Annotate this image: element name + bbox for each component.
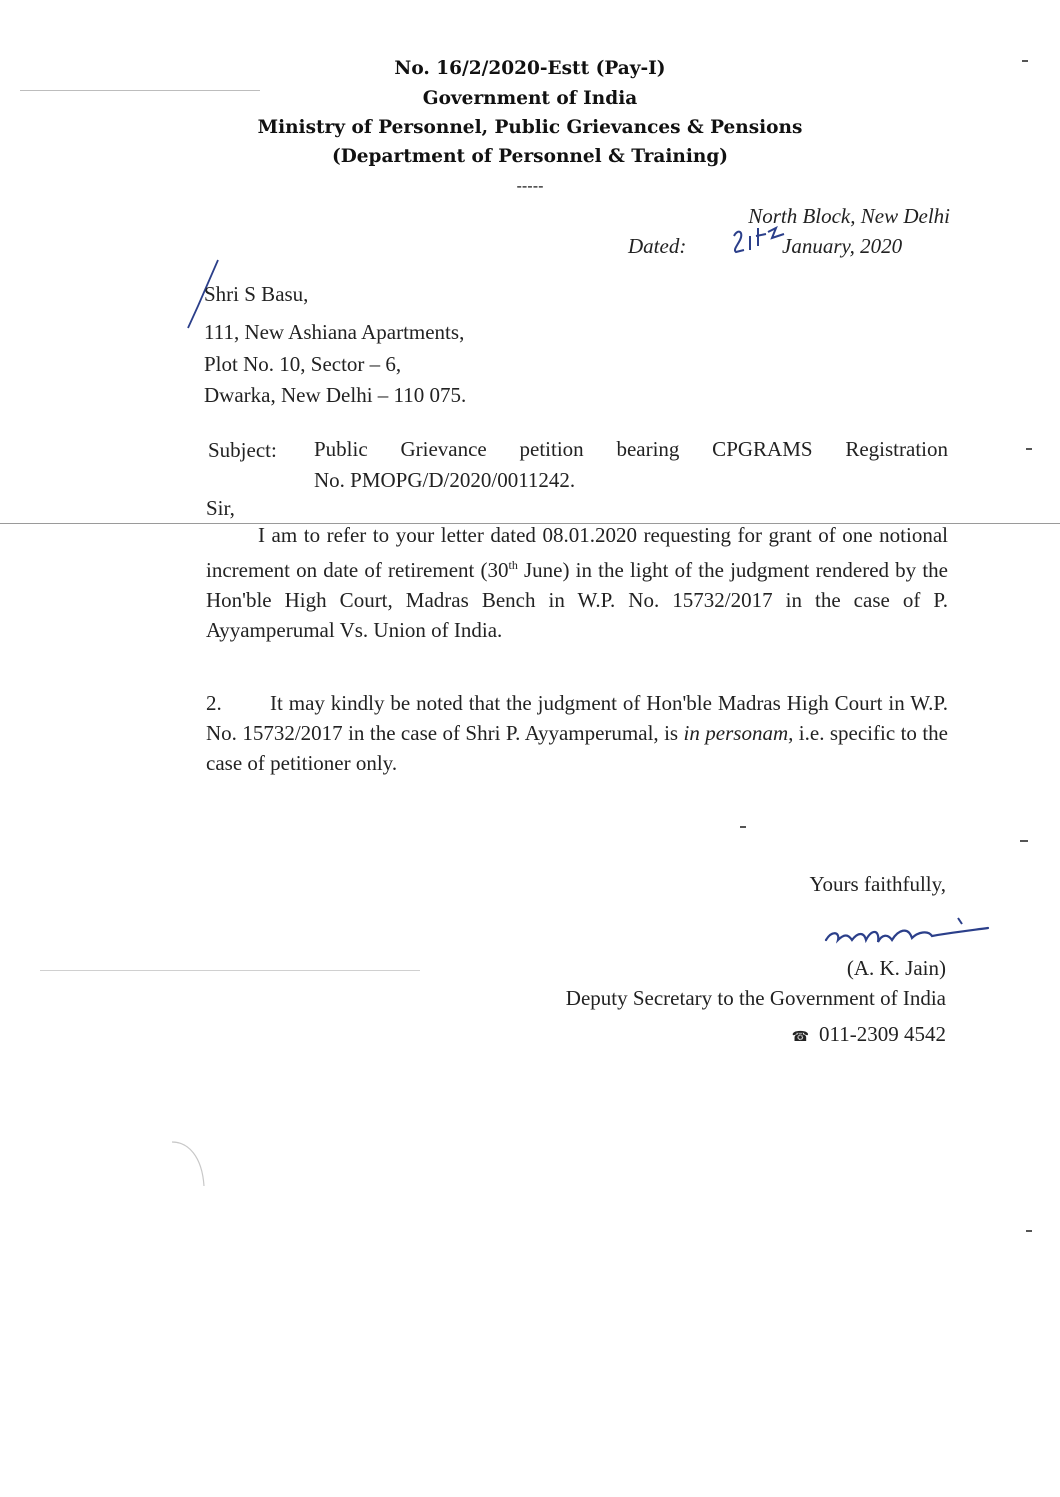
phone-number: 011-2309 4542 [819, 1022, 946, 1046]
scan-speck [1026, 448, 1032, 450]
subject-line-1: Public Grievance petition bearing CPGRAMS Registration [314, 437, 948, 461]
para2-text-a: It may kindly be noted that the judgment of Hon'ble Madras High Court in W.P. No. 15732/2017 in the case of Shri P. Ayyamperumal, is [206, 691, 948, 745]
salutation: Sir, [206, 496, 235, 520]
para1-superscript: th [508, 558, 518, 572]
valediction: Yours faithfully, [809, 872, 946, 896]
addressee-line-3: Dwarka, New Delhi – 110 075. [204, 383, 467, 407]
scan-artefact [168, 1136, 228, 1196]
addressee-name: Shri S Basu, [204, 282, 309, 306]
para1-text-a: I am to refer to your letter dated 08.01.2020 requesting for grant of one notional increment on date of retirement (30 [206, 523, 948, 582]
paragraph-1 [206, 520, 948, 645]
file-number: No. 16/2/2020-Estt (Pay-I) [394, 58, 666, 79]
signature [818, 912, 998, 960]
telephone-icon: ☎ [791, 1029, 810, 1045]
handwritten-date [728, 222, 790, 258]
para2-italic: in personam, [683, 721, 794, 745]
ministry-heading: Ministry of Personnel, Public Grievances & Pensions [257, 117, 803, 138]
subject-label: Subject: [208, 438, 277, 462]
signatory-designation: Deputy Secretary to the Government of India [565, 986, 946, 1010]
place: North Block, New Delhi [748, 204, 950, 228]
scan-speck [740, 826, 746, 828]
signatory-name: (A. K. Jain) [846, 956, 946, 980]
paragraph-2 [206, 688, 948, 778]
fold-line [40, 970, 420, 971]
scan-speck [1020, 840, 1028, 842]
para2-number: 2. [206, 691, 222, 715]
addressee-line-2: Plot No. 10, Sector – 6, [204, 352, 402, 376]
para2-text-b: i.e. specific to the case of petitioner only. [206, 721, 948, 775]
subject-line-2: No. PMOPG/D/2020/0011242. [314, 468, 576, 492]
date-month-year: January, 2020 [782, 234, 903, 258]
dated-label: Dated: [628, 234, 687, 258]
para1-text-b: June) in the light of the judgment rendered by the Hon'ble High Court, Madras Bench in W.P. No. 15732/2017 in the case of P. Ayyamperumal Vs. Union of India. [206, 558, 948, 642]
header-separator: ----- [516, 176, 544, 195]
addressee-line-1: 111, New Ashiana Apartments, [204, 320, 465, 344]
government-heading: Government of India [422, 88, 638, 109]
department-heading: (Department of Personnel & Training) [331, 146, 729, 167]
scan-speck [1026, 1230, 1032, 1232]
phone-line [700, 1022, 946, 1047]
